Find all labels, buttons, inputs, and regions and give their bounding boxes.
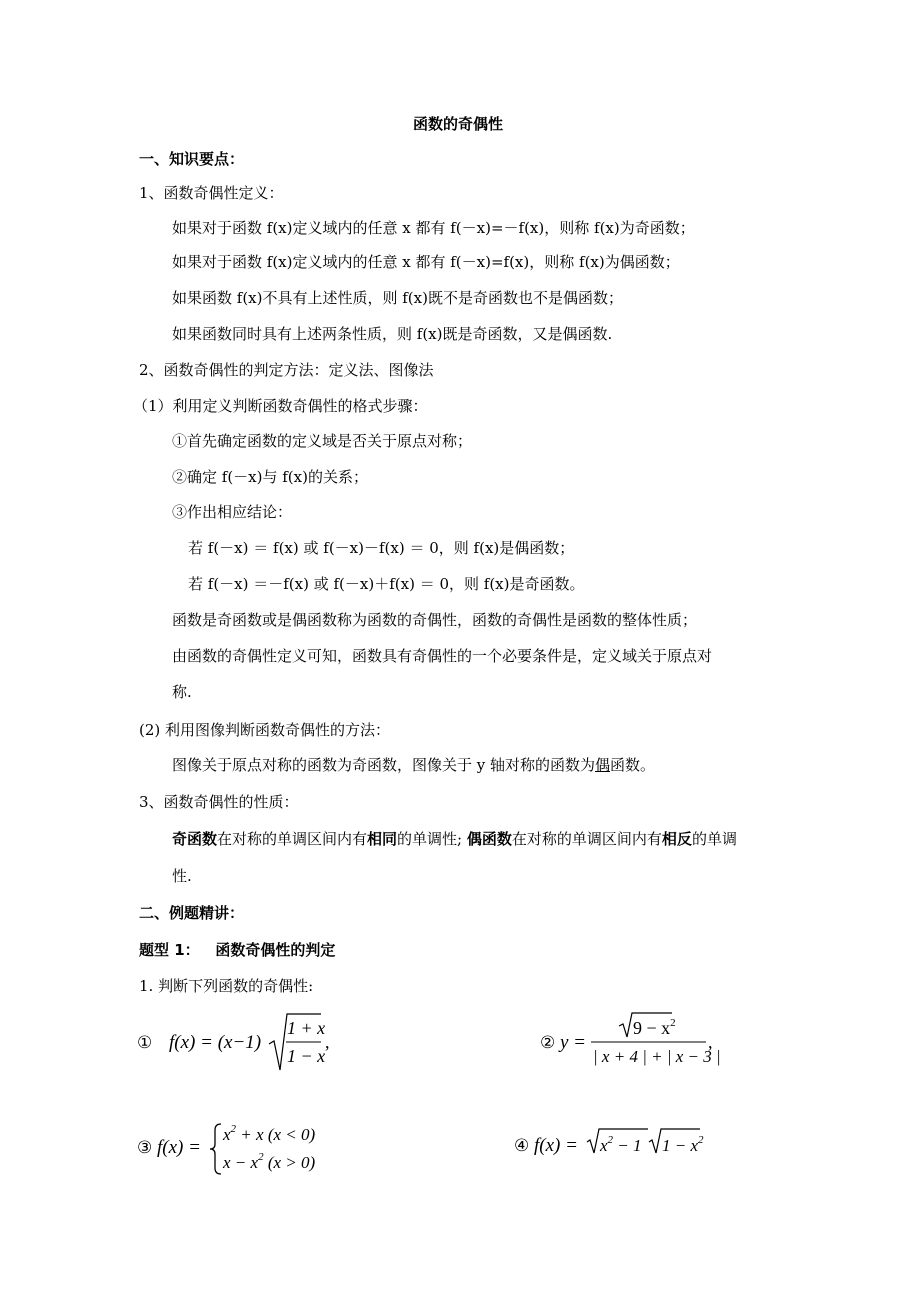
- formula-1-lhs: f(x) = (x−1): [169, 1032, 262, 1053]
- note-necessary-a: 由函数的奇偶性定义可知，函数具有奇偶性的一个必要条件是，定义域关于原点对: [172, 647, 713, 665]
- formula-3-number: ③: [137, 1138, 153, 1157]
- type-1-label: 题型 1：: [139, 941, 200, 959]
- formula-3-brace: [210, 1124, 221, 1174]
- definition-neither: 如果函数 f(x)不具有上述性质，则 f(x)既不是奇函数也不是偶函数；: [172, 289, 623, 307]
- property-heading: 3、函数奇偶性的性质：: [139, 793, 299, 811]
- formula-3-lhs: f(x) =: [157, 1137, 201, 1158]
- formula-3-row-2: $x - x^2$ (x > 0): [223, 1151, 316, 1172]
- formula-3: [135, 1120, 345, 1180]
- step-1: ①首先确定函数的定义域是否关于原点对称；: [172, 432, 473, 450]
- definition-odd: 如果对于函数 f(x)定义域内的任意 x 都有 f(－x)=－f(x)，则称 f(x)为奇函数；: [172, 219, 695, 237]
- step-2: ②确定 f(－x)与 f(x)的关系；: [172, 468, 368, 486]
- formula-4-radicand-a: $x^2 - 1$: [600, 1134, 642, 1155]
- graph-rule-underlined: 偶: [595, 756, 611, 774]
- property-text-d: 的单调: [691, 830, 737, 848]
- method-graph-subheading: (2) 利用图像判断函数奇偶性的方法：: [139, 721, 391, 739]
- formula-1-numerator: 1 + x: [287, 1018, 326, 1038]
- formula-4: [512, 1125, 712, 1165]
- graph-rule: [172, 755, 655, 775]
- definition-even: 如果对于函数 f(x)定义域内的任意 x 都有 f(－x)=f(x)，则称 f(x)为偶函数；: [172, 253, 680, 271]
- section-heading-knowledge: 一、知识要点：: [139, 150, 245, 168]
- formula-4-radicand-b: $1 - x^2$: [662, 1134, 704, 1155]
- formula-2-comma: ,: [708, 1032, 713, 1052]
- formula-2-lhs: y =: [560, 1032, 587, 1053]
- property-text-a: 在对称的单调区间内有: [217, 830, 368, 848]
- method-heading: 2、函数奇偶性的判定方法：定义法、图像法: [139, 361, 434, 379]
- case-even: 若 f(－x) ＝ f(x) 或 f(－x)－f(x) ＝ 0，则 f(x)是偶函数；: [188, 539, 575, 557]
- formula-1-comma: ,: [325, 1032, 330, 1052]
- page-title: 函数的奇偶性: [413, 115, 504, 133]
- graph-rule-end: 函数。: [610, 756, 656, 774]
- term-even-function: 偶函数: [466, 830, 512, 848]
- formula-2-denominator: | x + 4 | + | x − 3 |: [593, 1047, 721, 1066]
- type-1-heading: [139, 940, 335, 960]
- step-3: ③作出相应结论：: [172, 503, 293, 521]
- property-line-end: 性.: [172, 867, 192, 885]
- formula-4-number: ④: [514, 1136, 530, 1155]
- formula-2: [538, 1010, 728, 1076]
- question-1-stem: 1. 判断下列函数的奇偶性:: [139, 977, 314, 995]
- property-text-c: 在对称的单调区间内有: [511, 830, 662, 848]
- formula-2-numerator: $9 - x^2$: [633, 1017, 676, 1038]
- formula-1: [135, 1010, 355, 1076]
- definition-both: 如果函数同时具有上述两条性质，则 f(x)既是奇函数，又是偶函数.: [172, 325, 613, 343]
- definition-heading: 1、函数奇偶性定义：: [139, 184, 284, 202]
- formula-2-number: ②: [540, 1033, 556, 1052]
- formula-4-lhs: f(x) =: [534, 1135, 578, 1156]
- property-line: [172, 829, 737, 849]
- formula-1-number: ①: [137, 1033, 153, 1052]
- note-parity: 函数是奇函数或是偶函数称为函数的奇偶性，函数的奇偶性是函数的整体性质；: [172, 611, 698, 629]
- term-odd-function: 奇函数: [172, 830, 218, 848]
- method-definition-subheading: （1）利用定义判断函数奇偶性的格式步骤：: [133, 397, 428, 415]
- term-same: 相同: [367, 830, 398, 848]
- term-opposite: 相反: [661, 830, 692, 848]
- section-heading-examples: 二、例题精讲：: [139, 904, 245, 922]
- note-necessary-b: 称.: [172, 683, 192, 701]
- formula-3-row-1: $x^2 + x$ (x < 0): [223, 1123, 316, 1144]
- property-text-b: 的单调性;: [397, 830, 463, 848]
- case-odd: 若 f(－x) ＝－f(x) 或 f(－x)＋f(x) ＝ 0，则 f(x)是奇函数。: [188, 575, 585, 593]
- type-1-title: 函数奇偶性的判定: [215, 941, 336, 959]
- formula-1-denominator: 1 − x: [287, 1046, 326, 1066]
- graph-rule-text: 图像关于原点对称的函数为奇函数，图像关于 y 轴对称的函数为: [172, 756, 596, 774]
